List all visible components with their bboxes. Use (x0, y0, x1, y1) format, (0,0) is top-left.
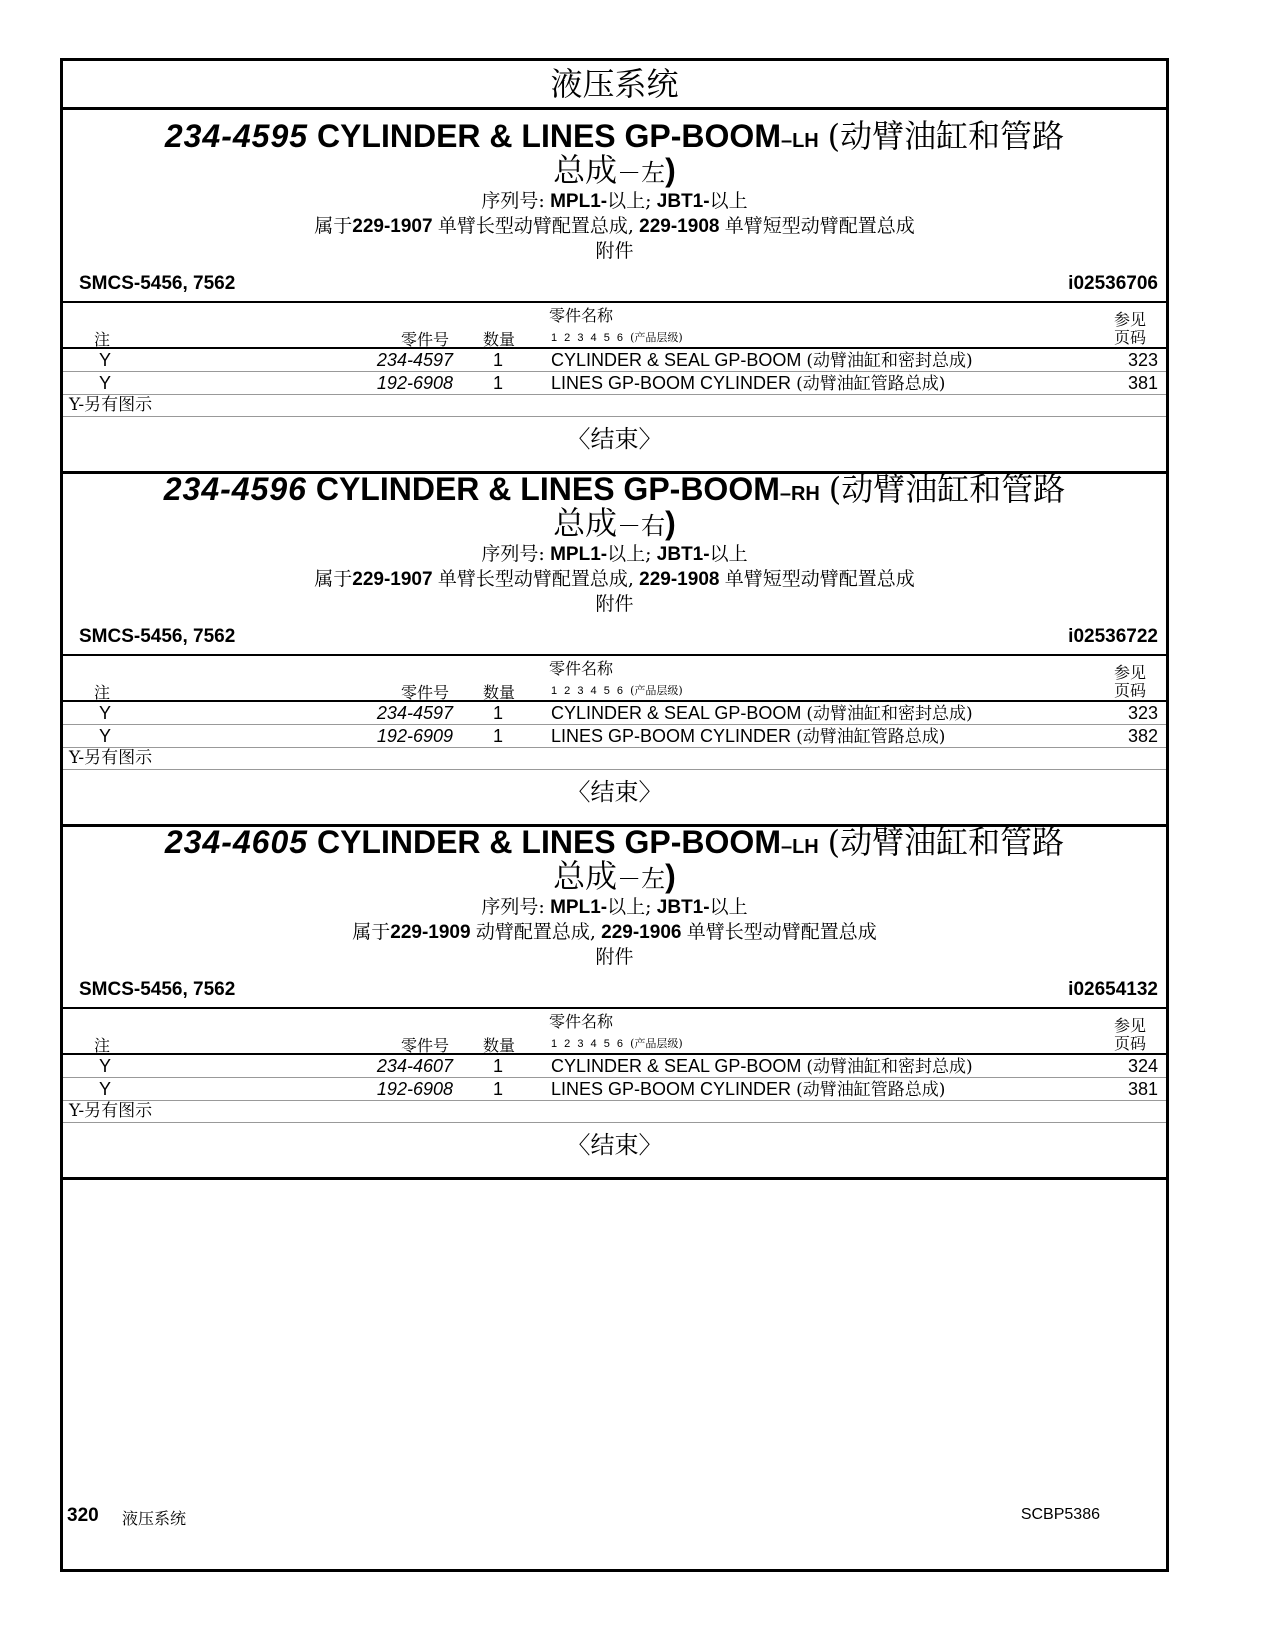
footer-section-name: 液压系统 (122, 1509, 187, 1528)
close-paren: ) (665, 858, 676, 894)
side-cn: －右 (617, 512, 666, 540)
header-part-name: 零件名称 (549, 1012, 614, 1031)
side-cn: －左 (617, 159, 666, 187)
row-qty: 1 (492, 726, 503, 746)
end-mark: 〈结束〉 (566, 778, 663, 806)
row-part-number[interactable]: 192-6908 (376, 373, 453, 393)
header-ref-bottom: 页码 (1113, 681, 1146, 700)
side-cn: －左 (617, 865, 666, 893)
header-ref-top: 参见 (1113, 663, 1146, 682)
legend (69, 747, 152, 769)
section-title-line2 (63, 506, 1166, 543)
belongs-desc-2: 单臂长型动臂配置总成 (686, 921, 877, 943)
belongs-desc-2: 单臂短型动臂配置总成 (724, 568, 915, 590)
footer-doc-id: SCBP5386 (1020, 1506, 1100, 1523)
header-note: 注 (94, 683, 111, 702)
header-part-no: 零件号 (401, 330, 450, 349)
row-ref-page[interactable]: 382 (1127, 726, 1158, 746)
row-name (551, 372, 945, 395)
serial-prefix-1: MPL1- (550, 897, 608, 918)
parts-section (63, 107, 1166, 474)
belongs-desc-1: 单臂长型动臂配置总成, (437, 215, 634, 237)
serial-suffix-2: 以上 (709, 190, 748, 212)
serial-line (63, 189, 1166, 214)
section-title-line2 (63, 153, 1166, 190)
serial-prefix-2: JBT1- (656, 544, 710, 565)
row-qty: 1 (492, 703, 503, 723)
row-qty: 1 (492, 373, 503, 393)
parts-section (63, 813, 1166, 1180)
serial-line (63, 542, 1166, 567)
section-name-cn-2: 总成 (553, 857, 618, 895)
levels-numbers: 1 2 3 4 5 6 (551, 685, 625, 697)
row-ref-page[interactable]: 324 (1127, 1056, 1158, 1076)
attachment-label: 附件 (595, 240, 634, 262)
header-ref-top: 参见 (1113, 1016, 1146, 1035)
row-name-cn: (动臂油缸和密封总成) (806, 1057, 973, 1077)
legend (69, 1100, 152, 1122)
row-note: Y (99, 1056, 112, 1076)
smcs-code: SMCS-5456, 7562 (79, 979, 236, 1000)
close-paren: ) (665, 505, 676, 541)
header-levels (551, 682, 683, 698)
attachment-label: 附件 (595, 593, 634, 615)
legend-rule (63, 769, 1166, 770)
side-tag: –LH (780, 836, 819, 858)
serial-suffix-1: 以上; (607, 896, 652, 918)
serial-label: 序列号: (481, 543, 545, 565)
row-note: Y (99, 726, 112, 746)
row-name-cn: (动臂油缸管路总成) (796, 374, 946, 394)
belongs-part-2[interactable]: 229-1908 (639, 569, 720, 590)
row-ref-page[interactable]: 323 (1127, 350, 1158, 370)
parts-section (63, 460, 1166, 827)
close-paren: ) (665, 152, 676, 188)
row-name-cn: (动臂油缸管路总成) (796, 1080, 946, 1100)
section-name-cn: (动臂油缸和管路 (827, 823, 1065, 861)
table-row[interactable] (63, 702, 1166, 725)
belongs-part-1[interactable]: 229-1907 (352, 216, 433, 237)
levels-numbers: 1 2 3 4 5 6 (551, 1038, 625, 1050)
belongs-line (63, 214, 1166, 239)
belongs-part-1[interactable]: 229-1907 (352, 569, 433, 590)
attachment-label: 附件 (595, 946, 634, 968)
table-top-rule (63, 654, 1166, 656)
row-part-number[interactable]: 192-6908 (376, 1079, 453, 1099)
row-part-number[interactable]: 234-4597 (376, 703, 453, 723)
row-qty: 1 (492, 350, 503, 370)
section-title-line2 (63, 859, 1166, 896)
row-part-number[interactable]: 192-6909 (376, 726, 453, 746)
illustration-id[interactable]: i02536706 (1068, 273, 1158, 294)
belongs-prefix: 属于 (314, 568, 353, 590)
row-note: Y (99, 1079, 112, 1099)
belongs-desc-2: 单臂短型动臂配置总成 (724, 215, 915, 237)
serial-label: 序列号: (481, 190, 545, 212)
belongs-desc-1: 单臂长型动臂配置总成, (437, 568, 634, 590)
table-row[interactable] (63, 725, 1166, 748)
header-ref-bottom: 页码 (1113, 328, 1146, 347)
serial-label: 序列号: (481, 896, 545, 918)
serial-suffix-1: 以上; (607, 190, 652, 212)
header-levels (551, 1035, 683, 1051)
belongs-part-2[interactable]: 229-1908 (639, 216, 720, 237)
section-part-number[interactable]: 234-4596 (163, 471, 307, 507)
header-ref-top: 参见 (1113, 310, 1146, 329)
serial-prefix-1: MPL1- (550, 191, 608, 212)
footer-page-number: 320 (67, 1505, 99, 1526)
header-ref-bottom: 页码 (1113, 1034, 1146, 1053)
serial-suffix-2: 以上 (709, 543, 748, 565)
table-top-rule (63, 301, 1166, 303)
section-name-en: CYLINDER & LINES GP-BOOM (316, 824, 781, 860)
serial-prefix-1: MPL1- (550, 544, 608, 565)
header-levels (551, 329, 683, 345)
row-name-en: LINES GP-BOOM CYLINDER (551, 726, 792, 746)
table-row[interactable] (63, 372, 1166, 395)
row-name (551, 1055, 973, 1078)
legend-text: Y-另有图示 (69, 1101, 153, 1121)
row-note: Y (99, 703, 112, 723)
legend-rule (63, 416, 1166, 417)
table-row[interactable] (63, 1078, 1166, 1101)
serial-prefix-2: JBT1- (656, 897, 710, 918)
page-frame (60, 58, 1169, 1572)
row-ref-page[interactable]: 323 (1127, 703, 1158, 723)
levels-numbers: 1 2 3 4 5 6 (551, 332, 625, 344)
row-name (551, 702, 973, 725)
row-name-en: CYLINDER & SEAL GP-BOOM (551, 1056, 802, 1076)
side-tag: –LH (780, 130, 819, 152)
row-name-cn: (动臂油缸管路总成) (796, 727, 946, 747)
section-name-en: CYLINDER & LINES GP-BOOM (316, 118, 781, 154)
row-name-en: LINES GP-BOOM CYLINDER (551, 373, 792, 393)
smcs-code: SMCS-5456, 7562 (79, 626, 236, 647)
header-part-name: 零件名称 (549, 306, 614, 325)
header-qty: 数量 (483, 330, 516, 349)
row-name-en: CYLINDER & SEAL GP-BOOM (551, 350, 802, 370)
illustration-id[interactable]: i02536722 (1068, 626, 1158, 647)
header-part-no: 零件号 (401, 1036, 450, 1055)
section-part-number[interactable]: 234-4595 (164, 118, 309, 154)
legend-rule (63, 1122, 1166, 1123)
row-note: Y (99, 350, 112, 370)
table-top-rule (63, 1007, 1166, 1009)
legend-text: Y-另有图示 (69, 395, 153, 415)
belongs-line (63, 567, 1166, 592)
levels-label: (产品层级) (630, 1037, 683, 1050)
header-qty: 数量 (483, 1036, 516, 1055)
row-note: Y (99, 373, 112, 393)
header-note: 注 (94, 1036, 111, 1055)
row-name-en: CYLINDER & SEAL GP-BOOM (551, 703, 802, 723)
section-name-cn: (动臂油缸和管路 (827, 117, 1065, 155)
row-name (551, 1078, 945, 1101)
belongs-part-1[interactable]: 229-1909 (390, 922, 471, 943)
section-name-cn-2: 总成 (553, 504, 618, 542)
header-part-no: 零件号 (401, 683, 450, 702)
legend-text: Y-另有图示 (69, 748, 153, 768)
section-part-number[interactable]: 234-4605 (164, 824, 309, 860)
page-header: 液压系统 (63, 61, 1166, 110)
row-qty: 1 (492, 1056, 503, 1076)
serial-prefix-2: JBT1- (656, 191, 710, 212)
row-ref-page[interactable]: 381 (1127, 373, 1158, 393)
belongs-prefix: 属于 (352, 921, 391, 943)
header-qty: 数量 (483, 683, 516, 702)
side-tag: –RH (779, 483, 820, 505)
legend (69, 394, 152, 416)
serial-suffix-1: 以上; (607, 543, 652, 565)
header-part-name: 零件名称 (549, 659, 614, 678)
serial-line (63, 895, 1166, 920)
row-name (551, 725, 945, 748)
table-row[interactable] (63, 349, 1166, 372)
levels-label: (产品层级) (630, 331, 683, 344)
serial-suffix-2: 以上 (709, 896, 748, 918)
row-name-cn: (动臂油缸和密封总成) (806, 704, 973, 724)
illustration-id[interactable]: i02654132 (1068, 979, 1158, 1000)
smcs-code: SMCS-5456, 7562 (79, 273, 236, 294)
end-mark: 〈结束〉 (566, 1131, 663, 1159)
table-row[interactable] (63, 1055, 1166, 1078)
row-qty: 1 (492, 1079, 503, 1099)
row-name-cn: (动臂油缸和密封总成) (806, 351, 973, 371)
row-ref-page[interactable]: 381 (1127, 1079, 1158, 1099)
belongs-desc-1: 动臂配置总成, (475, 921, 596, 943)
levels-label: (产品层级) (630, 684, 683, 697)
belongs-line (63, 920, 1166, 945)
belongs-prefix: 属于 (314, 215, 353, 237)
section-name-en: CYLINDER & LINES GP-BOOM (315, 471, 780, 507)
section-name-cn: (动臂油缸和管路 (828, 470, 1066, 508)
row-part-number[interactable]: 234-4607 (376, 1056, 453, 1076)
end-mark: 〈结束〉 (566, 425, 663, 453)
row-part-number[interactable]: 234-4597 (376, 350, 453, 370)
row-name-en: LINES GP-BOOM CYLINDER (551, 1079, 792, 1099)
section-name-cn-2: 总成 (553, 151, 618, 189)
header-note: 注 (94, 330, 111, 349)
belongs-part-2[interactable]: 229-1906 (601, 922, 682, 943)
row-name (551, 349, 973, 372)
